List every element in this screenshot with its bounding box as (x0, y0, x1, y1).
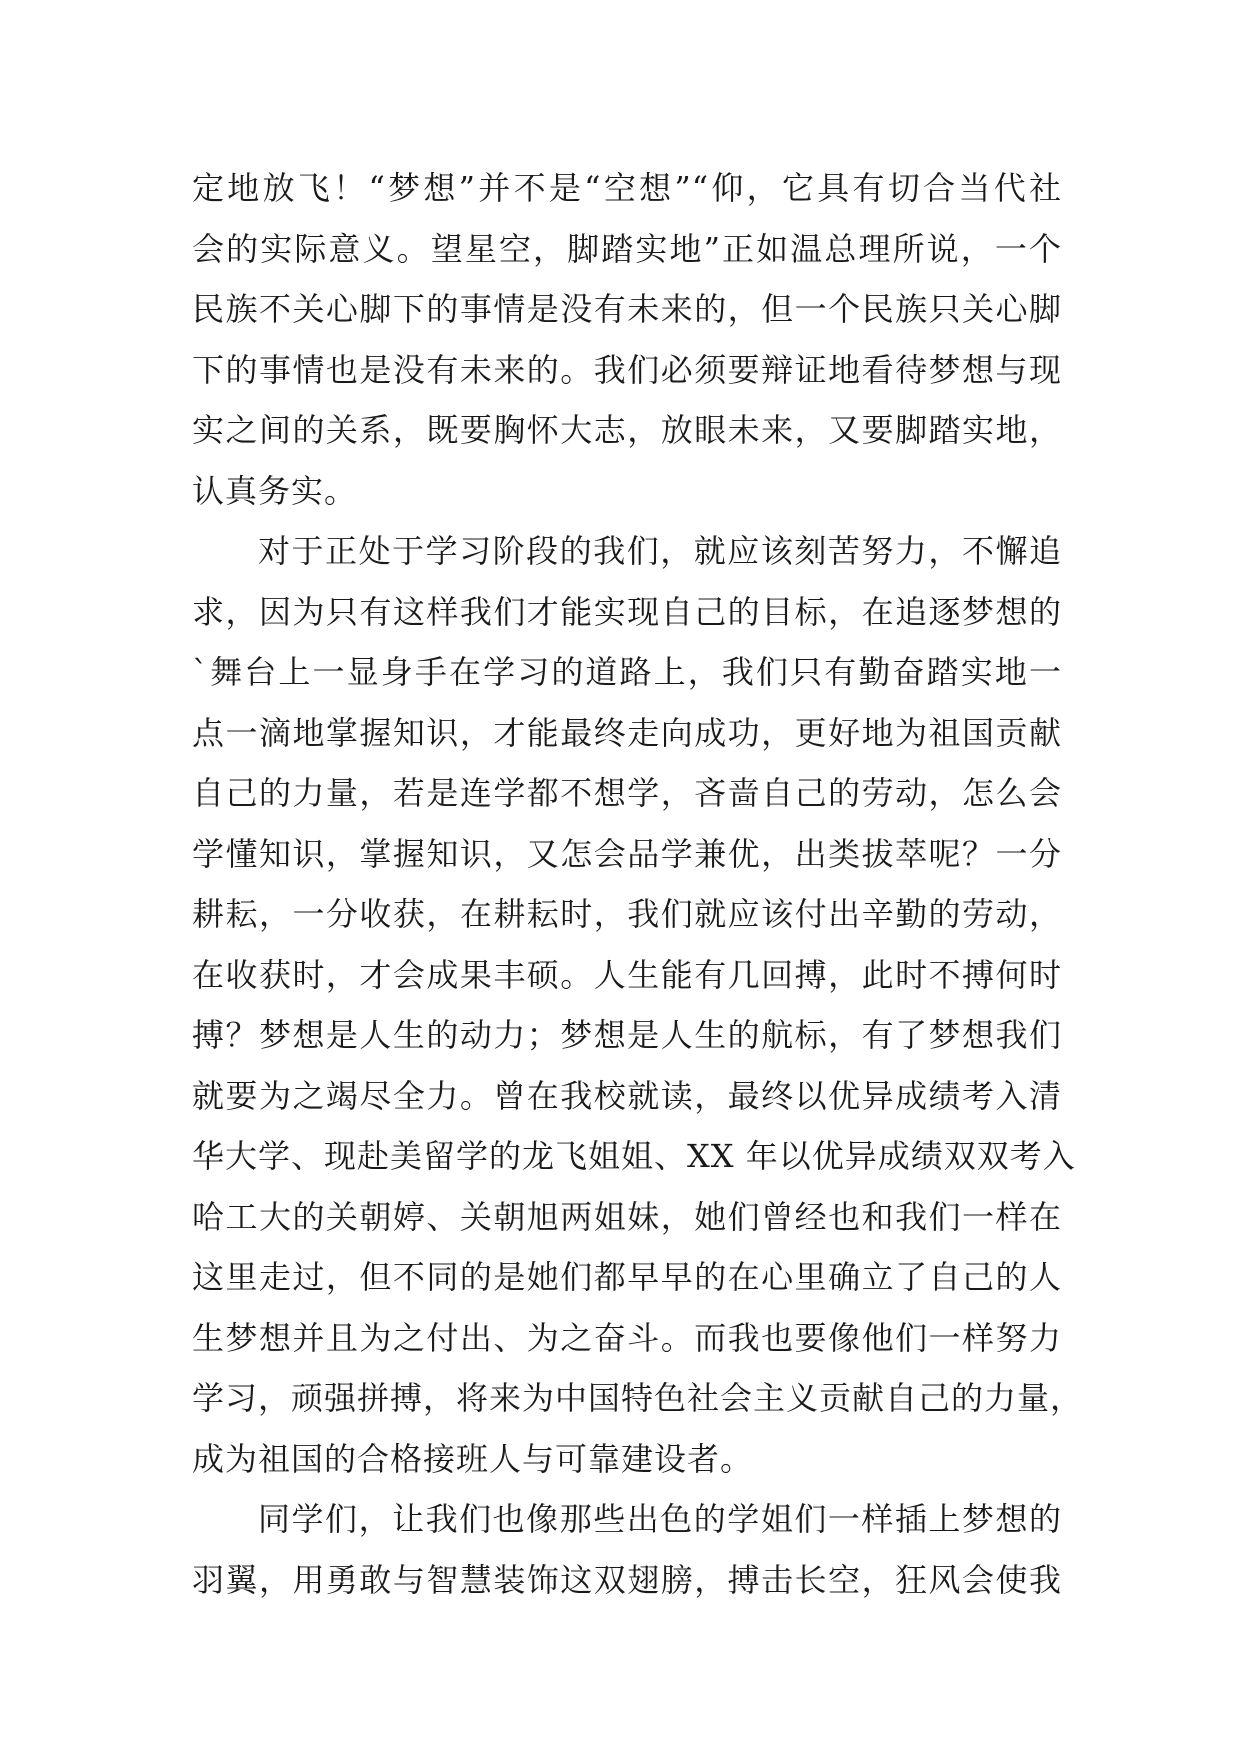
text-line: 点一滴地掌握知识，才能最终走向成功，更好地为祖国贡献 (192, 713, 1062, 752)
text-line: 就要为之竭尽全力。曾在我校就读，最终以优异成绩考入清 (192, 1076, 1062, 1115)
text-line: 这里走过，但不同的是她们都早早的在心里确立了自己的人 (192, 1258, 1062, 1296)
text-line: 实之间的关系，既要胸怀大志，放眼未来，又要脚踏实地， (192, 411, 1062, 449)
text-line: 耕耘，一分收获，在耕耘时，我们就应该付出辛勤的劳动， (192, 895, 1062, 933)
text-line: 会的实际意义。望星空，脚踏实地”正如温总理所说，一个 (192, 229, 1062, 268)
body-text (192, 158, 1084, 1610)
text-line: 哈工大的关朝婷、关朝旭两姐妹，她们曾经也和我们一样在 (192, 1197, 1062, 1236)
paragraph-1 (192, 158, 1062, 521)
text-line: 下的事情也是没有未来的。我们必须要辩证地看待梦想与现 (192, 350, 1062, 389)
text-line: 同学们，让我们也像那些出色的学姐们一样插上梦想的 (258, 1500, 1062, 1538)
paragraph-3 (192, 1489, 1062, 1610)
text-line: 对于正处于学习阶段的我们，就应该刻苦努力，不懈追 (258, 532, 1062, 570)
text-line: 求，因为只有这样我们才能实现自己的目标，在追逐梦想的 (192, 592, 1062, 631)
text-line: 在收获时，才会成果丰硕。人生能有几回搏，此时不搏何时 (192, 955, 1062, 994)
text-line: `舞台上一显身手在学习的道路上，我们只有勤奋踏实地一 (192, 653, 1062, 691)
text-line: 羽翼，用勇敢与智慧装饰这双翅膀，搏击长空，狂风会使我 (192, 1560, 1062, 1599)
text-line: 定地放飞！“梦想”并不是“空想”“仰，它具有切合当代社 (192, 169, 1062, 207)
text-line: 华大学、现赴美留学的龙飞姐姐、XX 年以优异成绩双双考入 (192, 1137, 1076, 1175)
text-line: 搏？梦想是人生的动力；梦想是人生的航标，有了梦想我们 (192, 1016, 1062, 1054)
text-line: 自己的力量，若是连学都不想学，吝啬自己的劳动，怎么会 (192, 774, 1062, 812)
text-line: 学懂知识，掌握知识，又怎会品学兼优，出类拔萃呢？一分 (192, 834, 1062, 873)
text-line: 学习，顽强拼搏，将来为中国特色社会主义贡献自己的力量， (192, 1379, 1084, 1417)
text-line: 认真务实。 (192, 471, 358, 510)
text-line: 生梦想并且为之付出、为之奋斗。而我也要像他们一样努力 (192, 1318, 1062, 1357)
text-line: 成为祖国的合格接班人与可靠建设者。 (192, 1439, 754, 1478)
paragraph-2 (192, 521, 1084, 1489)
text-line: 民族不关心脚下的事情是没有未来的，但一个民族只关心脚 (192, 290, 1062, 328)
